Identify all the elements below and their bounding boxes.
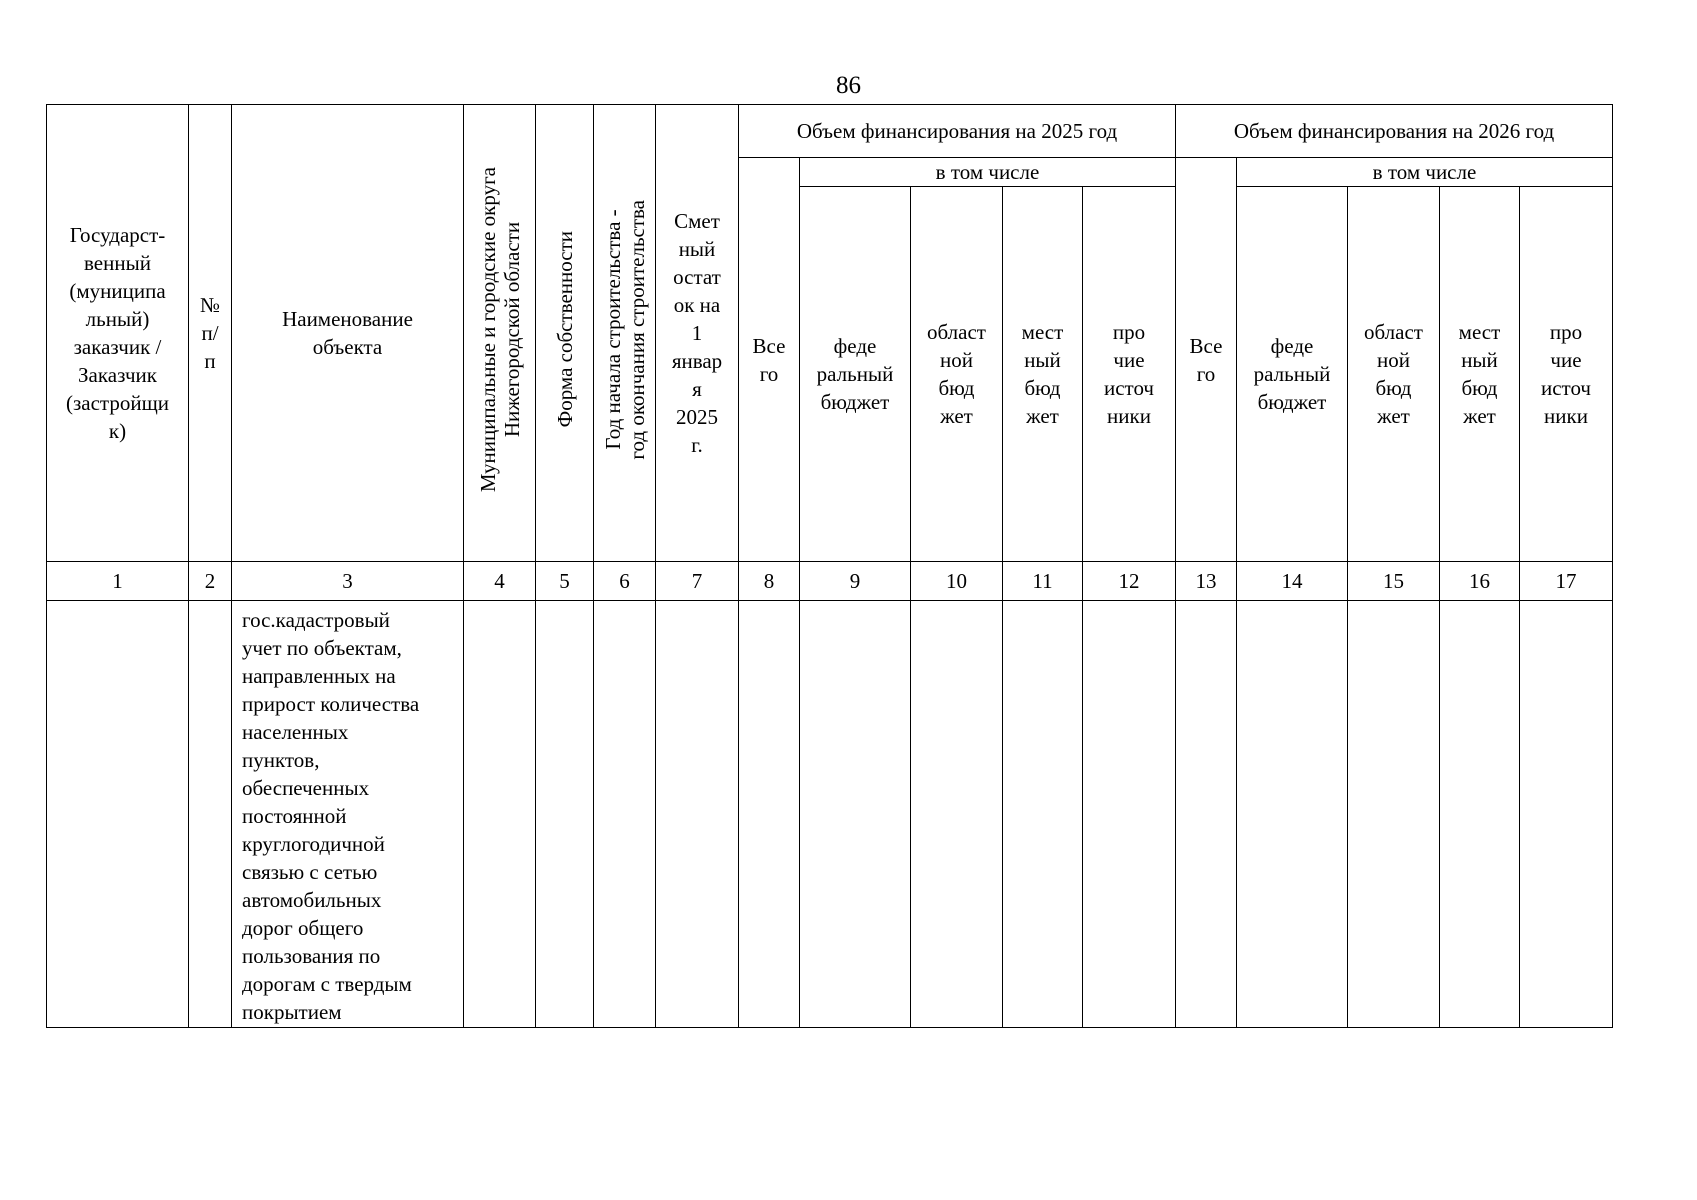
header-num: № п/ п	[189, 105, 232, 562]
header-estimate-balance: Смет ный остат ок на 1 январ я 2025 г.	[656, 105, 739, 562]
header-customer: Государст- венный (муниципа льный) заказчик / Заказчик (застройщи к)	[47, 105, 189, 562]
cell-total-2026	[1176, 601, 1237, 1028]
cell-districts	[464, 601, 536, 1028]
column-number: 17	[1520, 562, 1613, 601]
column-number: 16	[1440, 562, 1520, 601]
cell-other-2025	[1083, 601, 1176, 1028]
cell-other-2026	[1520, 601, 1613, 1028]
header-including-2026: в том числе	[1237, 158, 1613, 187]
financing-table	[46, 104, 1613, 1028]
cell-estimate-balance	[656, 601, 739, 1028]
column-number: 15	[1348, 562, 1440, 601]
cell-object-name: гос.кадастровый учет по объектам, направленных на прирост количества населенных пунктов, обеспеченных постоянной круглогодичной связью с сетью автомобильных дорог общего пользования по дорогам с твердым покрытием	[232, 601, 464, 1028]
cell-customer	[47, 601, 189, 1028]
column-number: 3	[232, 562, 464, 601]
column-number: 8	[739, 562, 800, 601]
header-ownership: Форма собственности	[536, 105, 594, 562]
cell-federal-2025	[800, 601, 911, 1028]
cell-years	[594, 601, 656, 1028]
column-number: 4	[464, 562, 536, 601]
header-federal-2025: феде ральный бюджет	[800, 187, 911, 562]
header-other-2026: про чие источ ники	[1520, 187, 1613, 562]
column-number: 12	[1083, 562, 1176, 601]
cell-regional-2025	[911, 601, 1003, 1028]
header-years: Год начала строительства - год окончания строительства	[594, 105, 656, 562]
header-funding-2026: Объем финансирования на 2026 год	[1176, 105, 1613, 158]
table-row	[47, 601, 1613, 1028]
column-number: 10	[911, 562, 1003, 601]
column-number-row	[47, 562, 1613, 601]
cell-ownership	[536, 601, 594, 1028]
cell-num	[189, 601, 232, 1028]
header-including-2025: в том числе	[800, 158, 1176, 187]
cell-federal-2026	[1237, 601, 1348, 1028]
header-districts: Муниципальные и городские округа Нижегородской области	[464, 105, 536, 562]
header-regional-2025: област ной бюд жет	[911, 187, 1003, 562]
header-total-2026: Все го	[1176, 158, 1237, 562]
column-number: 6	[594, 562, 656, 601]
cell-total-2025	[739, 601, 800, 1028]
column-number: 14	[1237, 562, 1348, 601]
column-number: 13	[1176, 562, 1237, 601]
column-number: 5	[536, 562, 594, 601]
header-total-2025: Все го	[739, 158, 800, 562]
cell-local-2025	[1003, 601, 1083, 1028]
header-row-1	[47, 105, 1613, 158]
header-funding-2025: Объем финансирования на 2025 год	[739, 105, 1176, 158]
header-federal-2026: феде ральный бюджет	[1237, 187, 1348, 562]
header-other-2025: про чие источ ники	[1083, 187, 1176, 562]
column-number: 11	[1003, 562, 1083, 601]
column-number: 7	[656, 562, 739, 601]
header-local-2025: мест ный бюд жет	[1003, 187, 1083, 562]
column-number: 1	[47, 562, 189, 601]
cell-local-2026	[1440, 601, 1520, 1028]
header-local-2026: мест ный бюд жет	[1440, 187, 1520, 562]
column-number: 9	[800, 562, 911, 601]
header-object-name: Наименование объекта	[232, 105, 464, 562]
page-number: 86	[836, 72, 861, 99]
column-number: 2	[189, 562, 232, 601]
cell-regional-2026	[1348, 601, 1440, 1028]
header-regional-2026: област ной бюд жет	[1348, 187, 1440, 562]
